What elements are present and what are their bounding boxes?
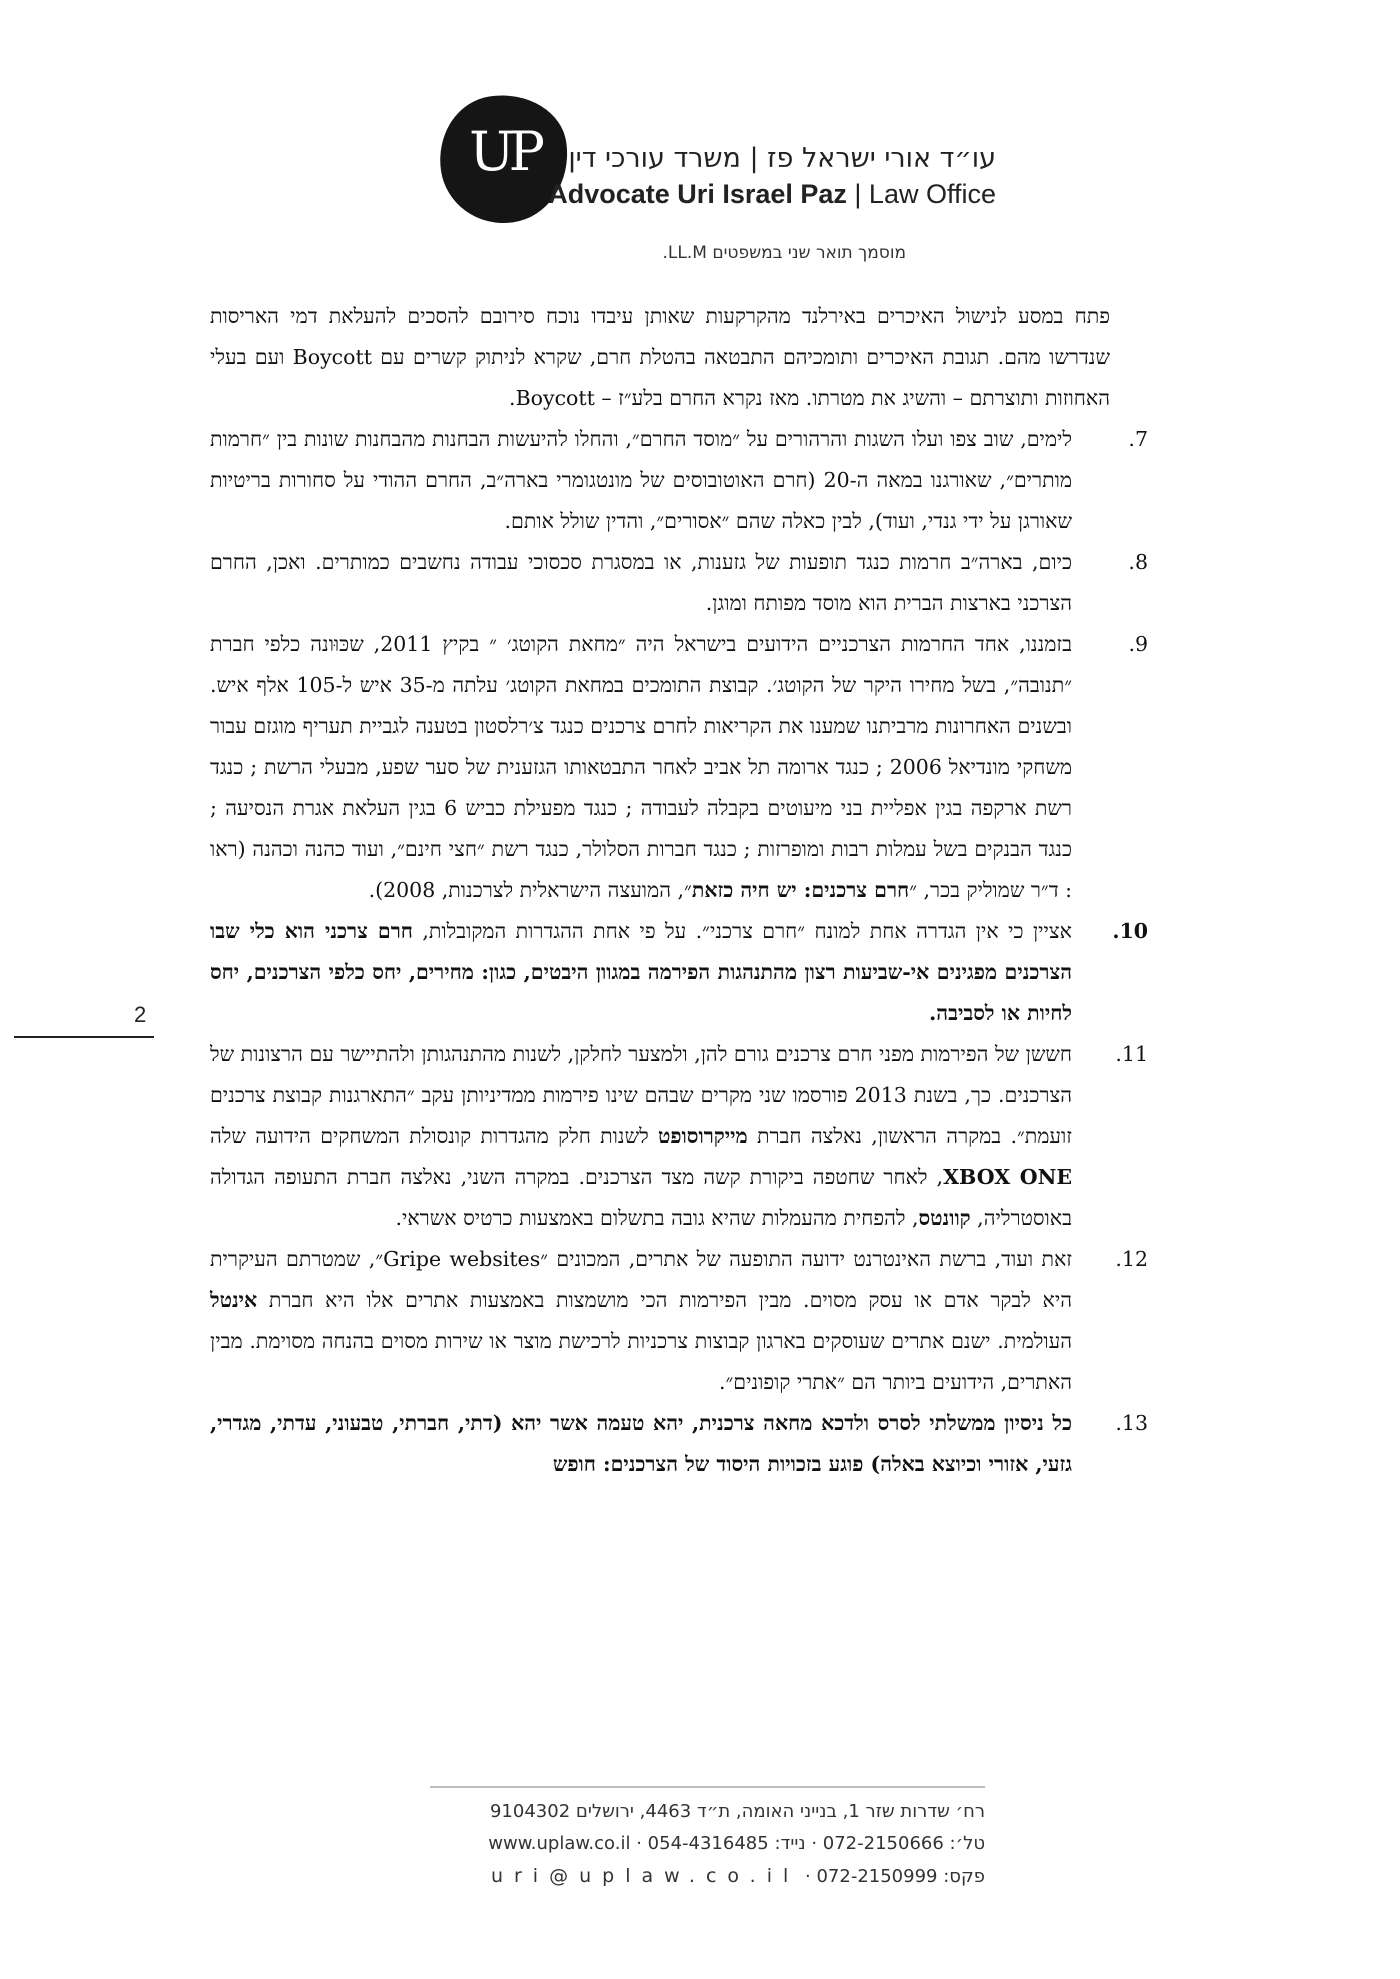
email-link[interactable]: uri@uplaw.co.il (490, 1865, 800, 1887)
firm-credentials: מוסמך תואר שני במשפטים LL.M. (662, 243, 906, 263)
paragraph-continued: פתח במסע לנישול האיכרים באירלנד מהקרקעות שאותן עיבדו נוכח סירובם להסכים להעלאת דמי האריסות שנדרשו מהם. תגובת האיכרים ותומכיהם התבטאה בהטלת חרם, שקרא לניתוק קשרים עם Boycott ועם בעלי האחוזות ותוצרתם – והשיג את מטרתו. מאז נקרא החרם בלע״ז – Boycott. (210, 304, 1110, 410)
paragraph-8: 8.כיום, בארה״ב חרמות כנגד תופעות של גזענות, או במסגרת סכסוכי עבודה נחשבים כמותרים. ואכן, החרם הצרכני בארצות הברית הוא מוסד מפותח ומוגן. (210, 550, 1148, 615)
mobile-number[interactable]: 054-4316485 (647, 1833, 769, 1854)
footer (430, 1796, 985, 1893)
footer-fax-email: פקס: 072-2150999 · uri@uplaw.co.il (490, 1865, 985, 1887)
paragraph-11: 11.חששן של הפירמות מפני חרם צרכנים גורם להן, ולמצער לחלקן, לשנות מהתנהגותן ולהתיישר עם הרצונות של הצרכנים. כך, בשנת 2013 פורסמו שני מקרים שבהם שינו פירמות ממדיניותן עקב ״התארגנות קבוצת צרכנים זועמת״. במקרה הראשון, נאלצה חברת מייקרוסופט לשנות חלק מהגדרות קונסולת המשחקים הידועה שלה XBOX ONE, לאחר שחטפה ביקורת קשה מצד הצרכנים. במקרה השני, נאלצה חברת התעופה הגדולה באוסטרליה, קוונטס, להפחית מהעמלות שהיא גובה בתשלום באמצעות כרטיס אשראי. (210, 1042, 1148, 1230)
document-body (210, 296, 1149, 1485)
paragraph-7: 7.לימים, שוב צפו ועלו השגות והרהורים על ״מוסד החרם״, והחלו להיעשות הבחנות מהבחנות שונות בין ״חרמות מותרים״, שאורגנו במאה ה-20 (חרם האוטובוסים של מונטגומרי בארה״ב, החרם ההודי על סחורות בריטיות שאורגן על ידי גנדי, ועוד), לבין כאלה שהם ״אסורים״, והדין שולל אותם. (210, 427, 1148, 533)
firm-name-hebrew: עו״ד אורי ישראל פז | משרד עורכי דין (568, 143, 996, 174)
page-number-rule (14, 1036, 154, 1038)
website-link[interactable]: www.uplaw.co.il (488, 1833, 631, 1854)
letterhead (440, 95, 1000, 285)
footer-phones: טל׳: 072-2150666 · נייד: 054-4316485 · www.uplaw.co.il (488, 1833, 985, 1854)
logo-monogram: UP (469, 120, 539, 183)
phone-number[interactable]: 072-2150666 (822, 1833, 944, 1854)
paragraph-12: 12.זאת ועוד, ברשת האינטרנט ידועה התופעה של אתרים, המכונים ״Gripe websites״, שמטרתם העיקרית היא לבקר אדם או עסק מסוים. מבין הפירמות הכי מושמצות באמצעות אתרים אלו היא חברת אינטל העולמית. ישנם אתרים שעוסקים בארגון קבוצות צרכניות לרכישת מוצר או שירות מסוים בהנחה מסוימת. מבין האתרים, הידועים ביותר הם ״אתרי קופונים״. (210, 1247, 1148, 1394)
firm-name-english: Advocate Uri Israel Paz | Law Office (548, 179, 996, 209)
footer-address: רח׳ שדרות שזר 1, בנייני האומה, ת״ד 4463, ירושלים 9104302 (489, 1801, 985, 1822)
footer-divider (430, 1786, 985, 1788)
paragraph-13: 13.כל ניסיון ממשלתי לסרס ולדכא מחאה צרכנית, יהא טעמה אשר יהא (דתי, חברתי, טבעוני, עדתי, מגדרי, גזעי, אזורי וכיוצא באלה) פוגע בזכויות היסוד של הצרכנים: חופש (210, 1411, 1148, 1476)
paragraph-9: 9.בזמננו, אחד החרמות הצרכניים הידועים בישראל היה ״מחאת הקוטג׳ ״ בקיץ 2011, שכּוּונה כלפי חברת ״תנובה״, בשל מחירו היקר של הקוטג׳. קבוצת התומכים במחאת הקוטג׳ עלתה מ-35 איש ל-105 אלף איש. ובשנים האחרונות מרביתנו שמענו את הקריאות לחרם צרכנים כנגד צ׳רלסטון בטענה לגביית תעריף מוגזם עבור משחקי מונדיאל 2006 ; כנגד ארומה תל אביב לאחר התבטאותו הגזענית של סער שפע, מבעלי הרשת ; כנגד רשת ארקפה בגין אפליית בני מיעוטים בקבלה לעבודה ; כנגד מפעילת כביש 6 בגין העלאת אגרת הנסיעה ; כנגד הבנקים בשל עמלות רבות ומופרזות ; כנגד חברות הסלולר, כנגד רשת ״חצי חינם״, ועוד כהנה וכהנה (ראו : ד״ר שמוליק בכר, ״חרם צרכנים: יש חיה כזאת״, המועצה הישראלית לצרכנות, 2008). (210, 632, 1149, 902)
paragraph-10: 10.אציין כי אין הגדרה אחת למונח ״חרם צרכני״. על פי אחת ההגדרות המקובלות, חרם צרכני הוא כלי שבו הצרכנים מפגינים אי-שביעות רצון מהתנהגות הפירמה במגוון היבטים, כגון: מחירים, יחס כלפי הצרכנים, יחס לחיות או לסביבה. (210, 919, 1148, 1025)
fax-number: 072-2150999 (816, 1866, 938, 1887)
page-number: 2 (134, 1002, 147, 1027)
